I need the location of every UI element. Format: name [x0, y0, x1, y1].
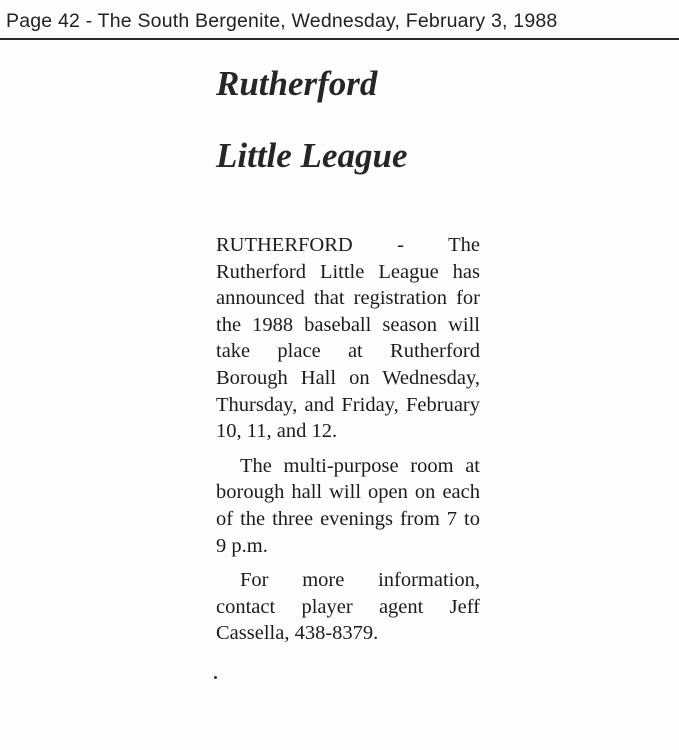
- article-paragraph-2: The multi-purpose room at borough hall will open on each of the three evenings from 7 to 9 p.m.: [216, 454, 480, 557]
- article-paragraph-3: For more information, contact player agent Jeff Cassella, 438-8379.: [216, 569, 480, 645]
- page-header: Page 42 - The South Bergenite, Wednesday, February 3, 1988: [6, 10, 558, 32]
- article-body: [216, 232, 480, 647]
- print-speck: [214, 676, 217, 679]
- article-paragraph-1: RUTHERFORD - The Rutherford Little League has announced that registration for the 1988 baseball season will take place at Rutherford Borough Hall on Wednesday, Thursday, and Friday, February 10, 11, and 12.: [216, 234, 480, 443]
- header-rule: [0, 38, 679, 40]
- headline-line-1: Rutherford: [216, 64, 378, 103]
- headline-line-2: Little League: [216, 136, 408, 175]
